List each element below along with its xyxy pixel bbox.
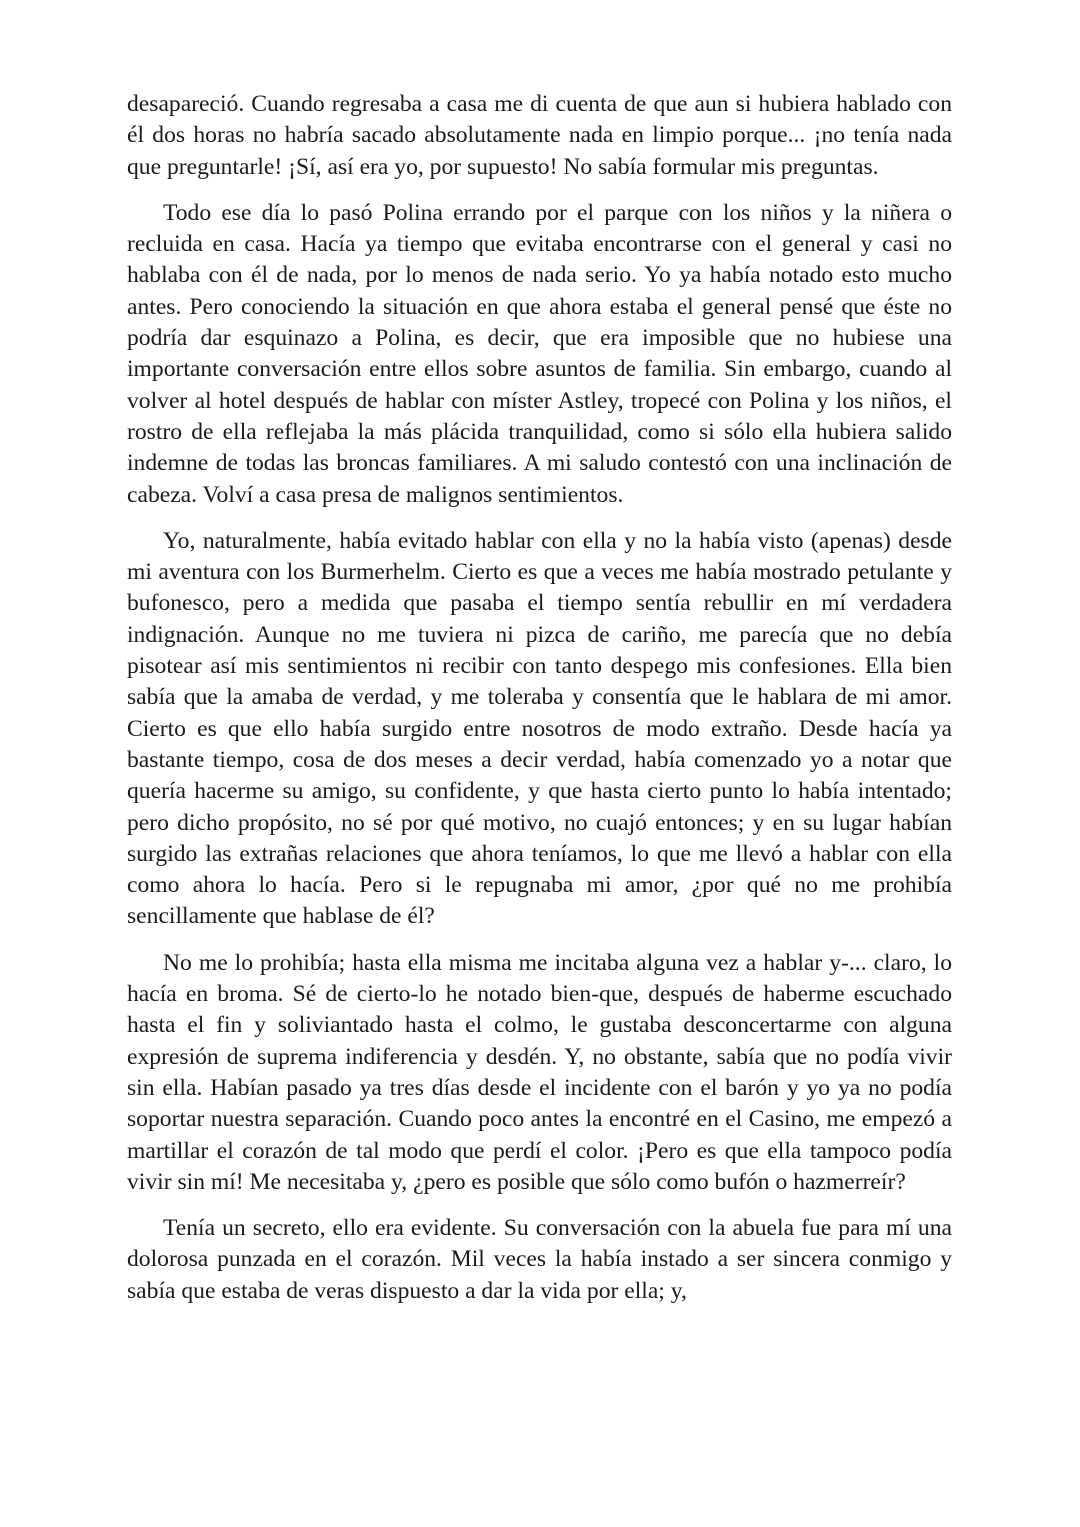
- document-page: [127, 89, 952, 1322]
- paragraph-5: Tenía un secreto, ello era evidente. Su conversación con la abuela fue para mí una dolorosa punzada en el corazón. Mil veces la había instado a ser sincera conmigo y sabía que estaba de veras dispuesto a dar la vida por ella; y,: [127, 1215, 952, 1304]
- paragraph-1: desapareció. Cuando regresaba a casa me di cuenta de que aun si hubiera hablado con él dos horas no habría sacado absolutamente nada en limpio porque... ¡no tenía nada que preguntarle! ¡Sí, así era yo, por supuesto! No sabía formular mis preguntas.: [127, 91, 952, 180]
- paragraph-3: Yo, naturalmente, había evitado hablar con ella y no la había visto (apenas) desde mi aventura con los Burmerhelm. Cierto es que a veces me había mostrado petulante y bufonesco, pero a medida que pasaba el tiempo sentía rebullir en mí verdadera indignación. Aunque no me tuviera ni pizca de cariño, me parecía que no debía pisotear así mis sentimientos ni recibir con tanto despego mis confesiones. Ella bien sabía que la amaba de verdad, y me toleraba y consentía que le hablara de mi amor. Cierto es que ello había surgido entre nosotros de modo extraño. Desde hacía ya bastante tiempo, cosa de dos meses a decir verdad, había comenzado yo a notar que quería hacerme su amigo, su confidente, y que hasta cierto punto lo había intentado; pero dicho propósito, no sé por qué motivo, no cuajó entonces; y en su lugar habían surgido las extrañas relaciones que ahora teníamos, lo que me llevó a hablar con ella como ahora lo hacía. Pero si le repugnaba mi amor, ¿por qué no me prohibía sencillamente que hablase de él?: [127, 527, 952, 930]
- paragraph-4: No me lo prohibía; hasta ella misma me incitaba alguna vez a hablar y-... claro, lo hacía en broma. Sé de cierto-lo he notado bien-que, después de haberme escuchado hasta el fin y soliviantado hasta el colmo, le gustaba desconcertarme con alguna expresión de suprema indiferencia y desdén. Y, no obstante, sabía que no podía vivir sin ella. Habían pasado ya tres días desde el incidente con el barón y yo ya no podía soportar nuestra separación. Cuando poco antes la encontré en el Casino, me empezó a martillar el corazón de tal modo que perdí el color. ¡Pero es que ella tampoco podía vivir sin mí! Me necesitaba y, ¿pero es posible que sólo como bufón o hazmerreír?: [127, 949, 952, 1195]
- paragraph-2: Todo ese día lo pasó Polina errando por el parque con los niños y la niñera o recluida en casa. Hacía ya tiempo que evitaba encontrarse con el general y casi no hablaba con él de nada, por lo menos de nada serio. Yo ya había notado esto mucho antes. Pero conociendo la situación en que ahora estaba el general pensé que éste no podría dar esquinazo a Polina, es decir, que era imposible que no hubiese una importante conversación entre ellos sobre asuntos de familia. Sin embargo, cuando al volver al hotel después de hablar con míster Astley, tropecé con Polina y los niños, el rostro de ella reflejaba la más plácida tranquilidad, como si sólo ella hubiera salido indemne de todas las broncas familiares. A mi saludo contestó con una inclinación de cabeza. Volví a casa presa de malignos sentimientos.: [127, 199, 952, 508]
